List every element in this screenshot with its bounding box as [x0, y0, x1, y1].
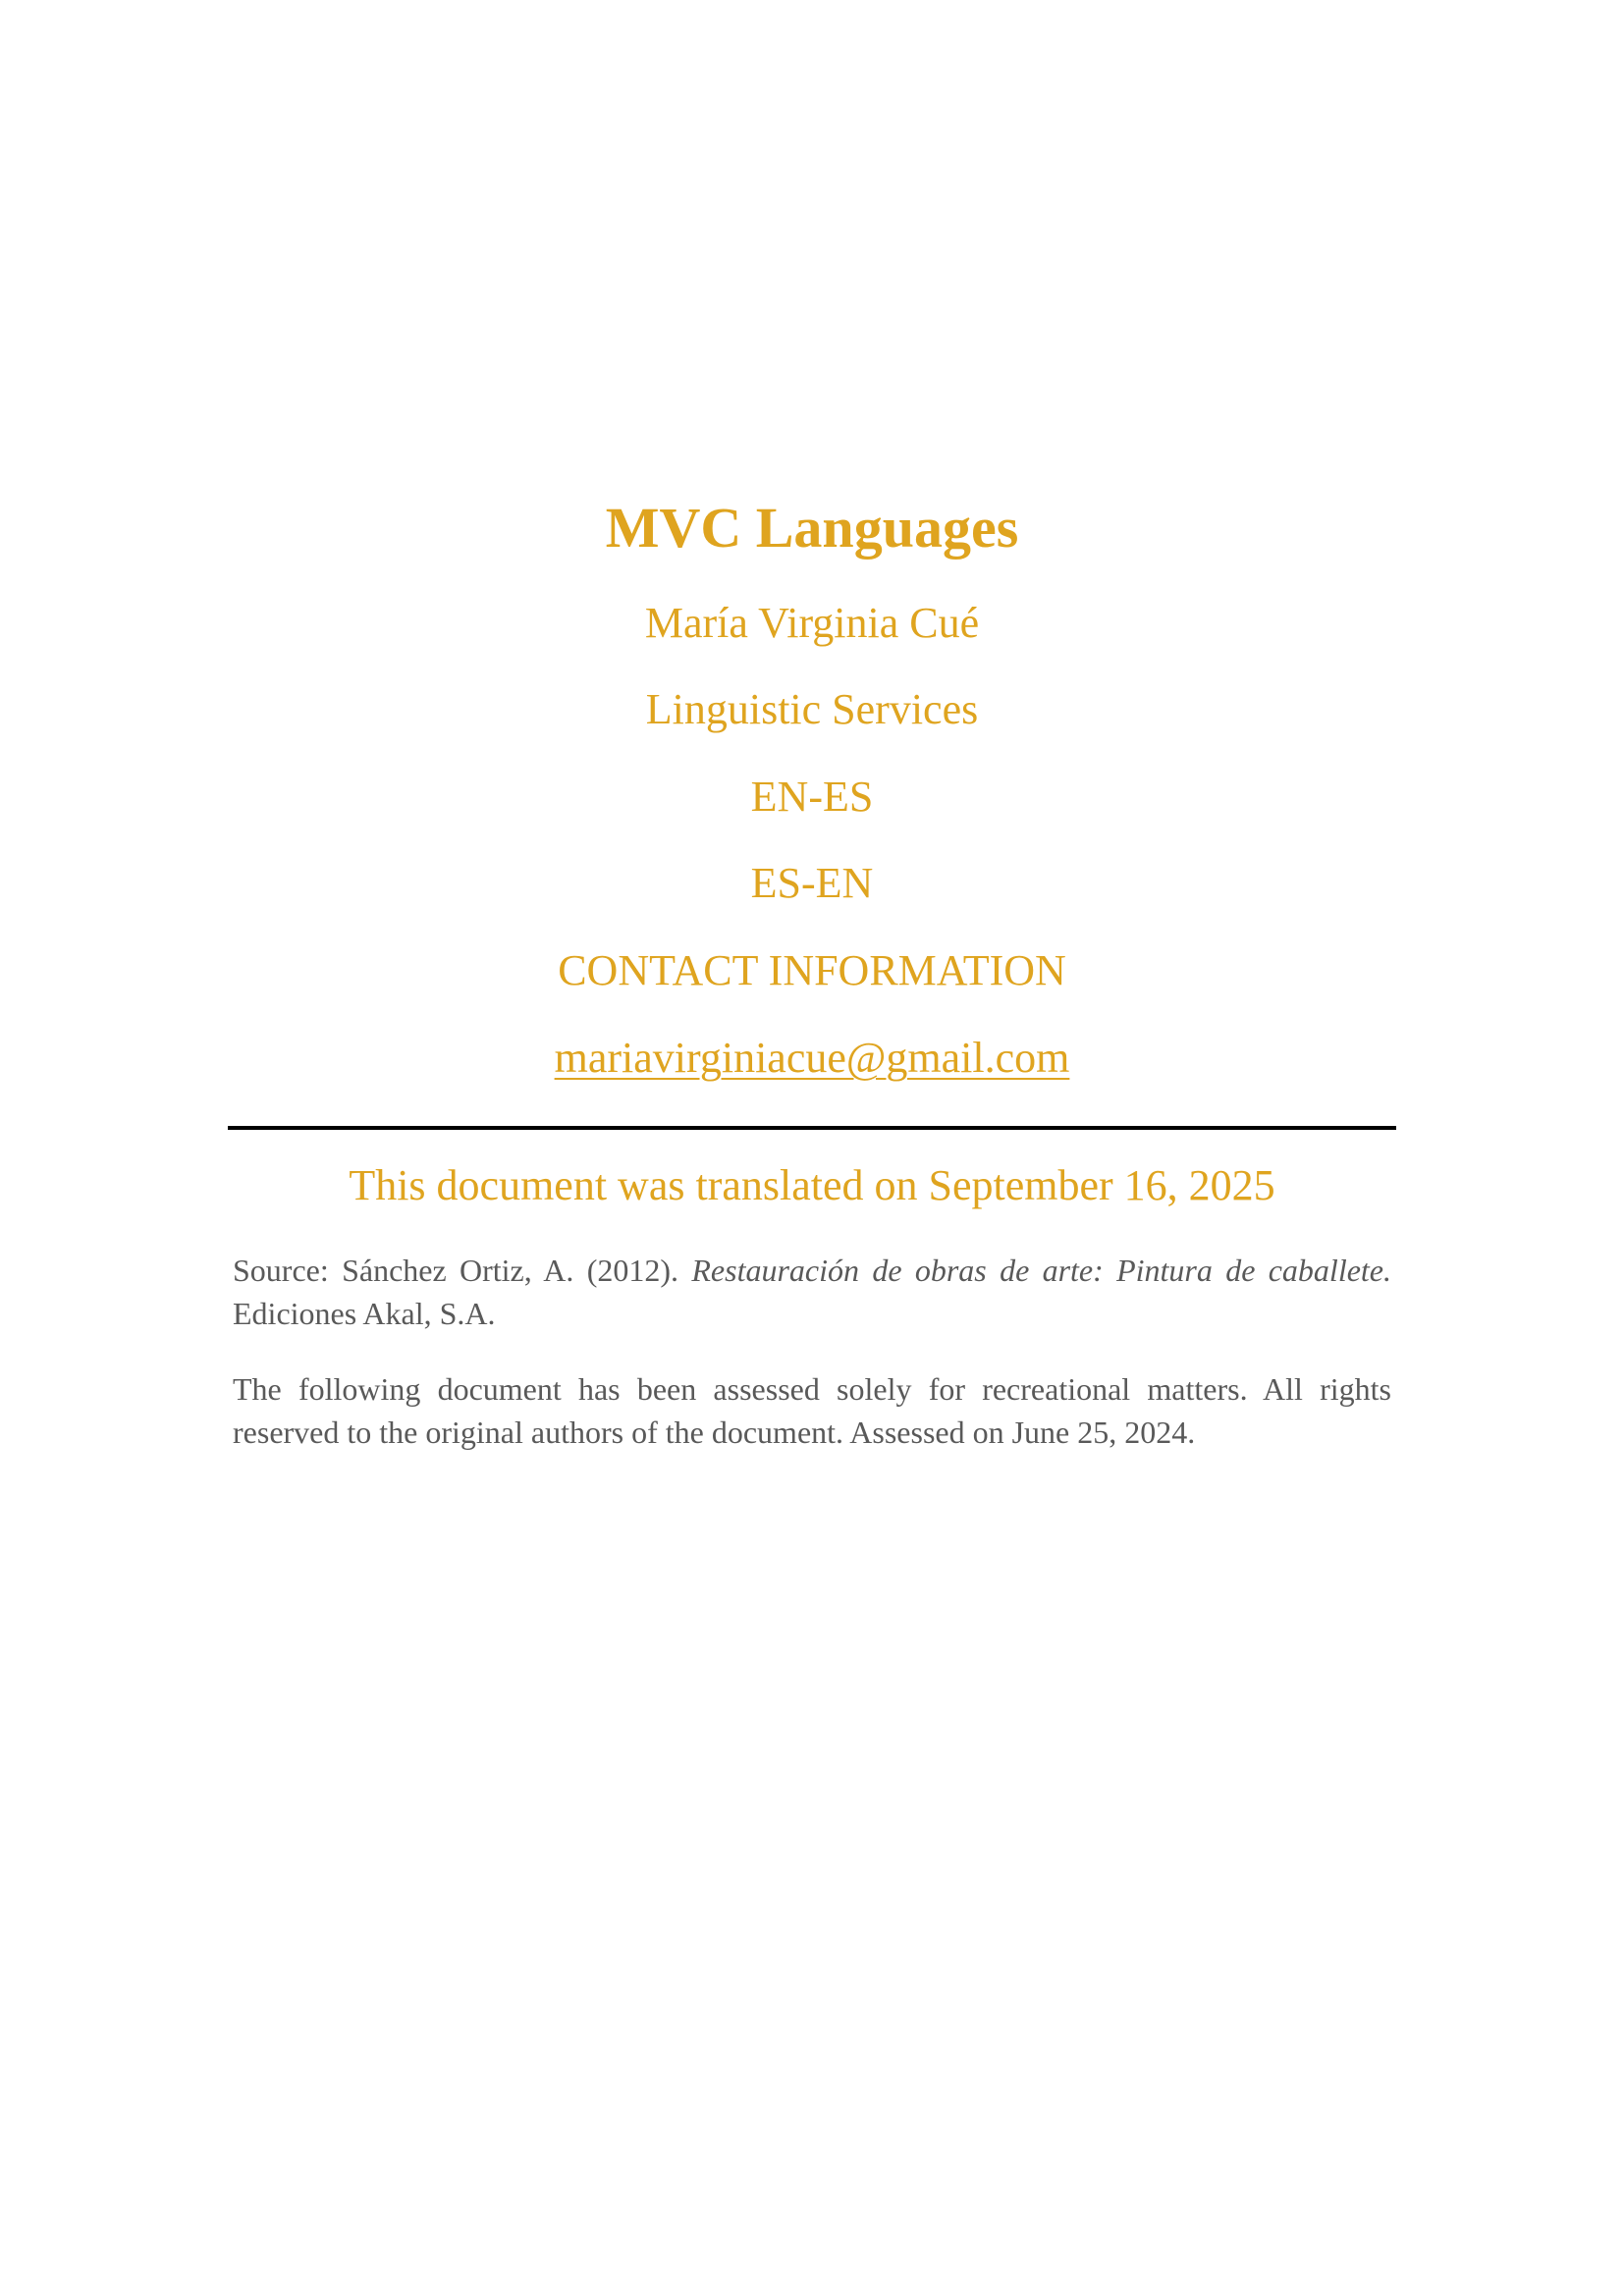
subtitle-author-name: María Virginia Cué — [644, 598, 980, 647]
document-title: MVC Languages — [605, 496, 1019, 560]
source-citation-work-title: Restauración de obras de arte: Pintura de caballete. — [691, 1252, 1392, 1288]
subtitle-services: Linguistic Services — [645, 685, 979, 734]
email-link[interactable]: mariavirginiacue@gmail.com — [554, 1033, 1070, 1082]
source-citation-prefix: Source: Sánchez Ortiz, A. (2012). — [233, 1252, 692, 1288]
contact-information-heading: CONTACT INFORMATION — [558, 946, 1066, 995]
translation-date-notice: This document was translated on September 16, 2025 — [349, 1161, 1275, 1210]
email-line — [233, 1034, 1391, 1084]
source-citation-publisher: Ediciones Akal, S.A. — [233, 1295, 496, 1331]
subtitle-language-pair-en-es: EN-ES — [750, 772, 874, 821]
disclaimer-text: The following document has been assessed solely for recreational matters. All rights reserved to the original authors of the document. Assessed on June 25, 2024. — [233, 1370, 1391, 1450]
horizontal-rule — [228, 1126, 1396, 1130]
source-citation — [233, 1249, 1391, 1335]
subtitle-language-pair-es-en: ES-EN — [750, 859, 874, 908]
